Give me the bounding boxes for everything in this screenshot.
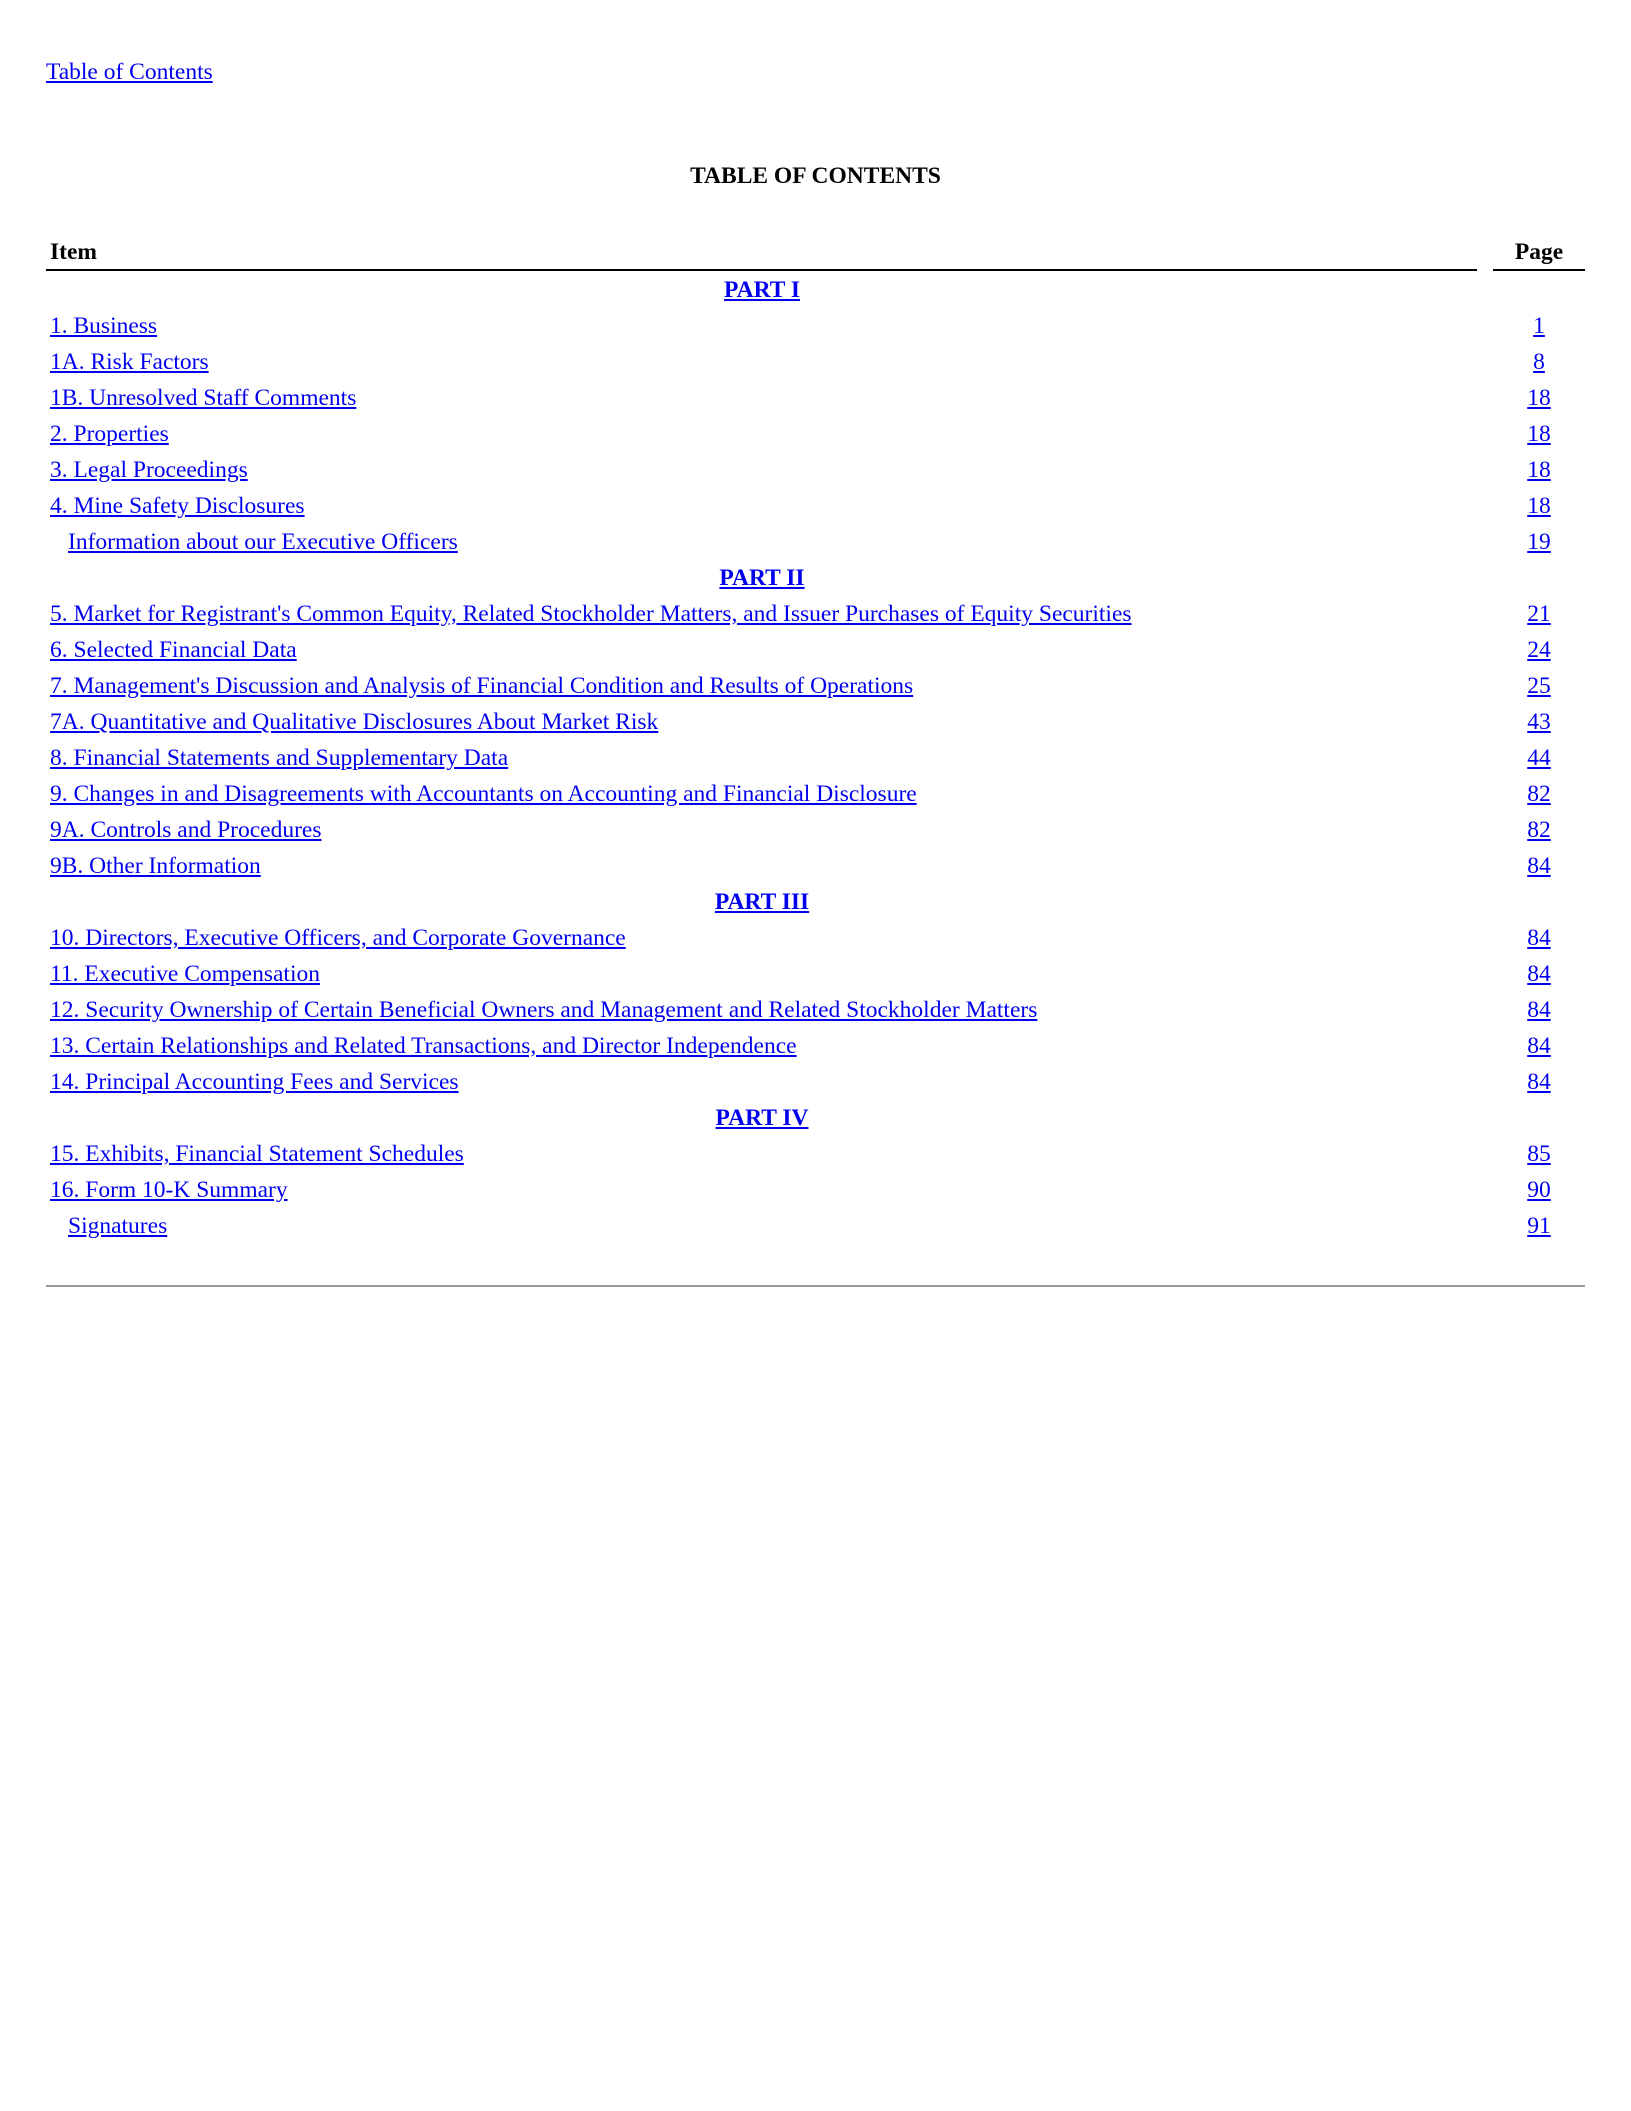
toc-entry-link[interactable]: 4. Mine Safety Disclosures bbox=[50, 493, 305, 519]
toc-entry-row bbox=[0, 956, 1631, 992]
toc-page-number-link[interactable]: 18 bbox=[1527, 457, 1551, 483]
item-column-header: Item bbox=[50, 239, 97, 265]
toc-entry-row bbox=[0, 308, 1631, 344]
table-of-contents-link[interactable]: Table of Contents bbox=[46, 59, 213, 85]
toc-entry-link[interactable]: Information about our Executive Officers bbox=[68, 529, 458, 555]
bottom-divider bbox=[46, 1285, 1585, 1287]
toc-page-number-link[interactable]: 19 bbox=[1527, 529, 1551, 555]
toc-entry-link[interactable]: 15. Exhibits, Financial Statement Schedules bbox=[50, 1141, 464, 1167]
toc-entry-link[interactable]: 11. Executive Compensation bbox=[50, 961, 320, 987]
toc-entry-row bbox=[0, 848, 1631, 884]
part-heading-link[interactable]: PART III bbox=[714, 889, 810, 915]
toc-entry-row bbox=[0, 920, 1631, 956]
toc-entry-row bbox=[0, 1028, 1631, 1064]
toc-page-number-link[interactable]: 84 bbox=[1527, 925, 1551, 951]
toc-entry-link[interactable]: 1. Business bbox=[50, 313, 158, 339]
part-heading-row bbox=[0, 272, 1631, 308]
part-heading-row bbox=[0, 884, 1631, 920]
toc-entry-row bbox=[0, 632, 1631, 668]
page-title: TABLE OF CONTENTS bbox=[690, 163, 941, 189]
part-heading-link[interactable]: PART I bbox=[724, 277, 800, 303]
toc-page-number-link[interactable]: 43 bbox=[1527, 709, 1551, 735]
toc-entry-link[interactable]: 9A. Controls and Procedures bbox=[50, 817, 322, 843]
toc-entry-link[interactable]: 1B. Unresolved Staff Comments bbox=[50, 385, 357, 411]
toc-page-number-link[interactable]: 84 bbox=[1527, 997, 1551, 1023]
toc-entry-link[interactable]: 1A. Risk Factors bbox=[50, 349, 209, 375]
toc-page-number-link[interactable]: 18 bbox=[1527, 385, 1551, 411]
toc-page-number-link[interactable]: 84 bbox=[1527, 853, 1551, 879]
toc-entry-row bbox=[0, 524, 1631, 560]
toc-entry-link[interactable]: Signatures bbox=[68, 1213, 168, 1239]
toc-page-number-link[interactable]: 24 bbox=[1527, 637, 1551, 663]
toc-entry-row bbox=[0, 488, 1631, 524]
toc-page-number-link[interactable]: 84 bbox=[1527, 961, 1551, 987]
toc-page-number-link[interactable]: 85 bbox=[1527, 1141, 1551, 1167]
part-heading-link[interactable]: PART II bbox=[719, 565, 805, 591]
toc-entry-link[interactable]: 9B. Other Information bbox=[50, 853, 261, 879]
part-heading-link[interactable]: PART IV bbox=[715, 1105, 809, 1131]
toc-entry-row bbox=[0, 416, 1631, 452]
part-heading-row bbox=[0, 1100, 1631, 1136]
toc-entry-row bbox=[0, 1136, 1631, 1172]
toc-entry-link[interactable]: 12. Security Ownership of Certain Beneficial Owners and Management and Related Stockholder Matters bbox=[50, 997, 1038, 1023]
toc-entry-link[interactable]: 2. Properties bbox=[50, 421, 169, 447]
toc-entry-link[interactable]: 14. Principal Accounting Fees and Services bbox=[50, 1069, 459, 1095]
toc-entry-link[interactable]: 16. Form 10-K Summary bbox=[50, 1177, 288, 1203]
toc-page-number-link[interactable]: 84 bbox=[1527, 1069, 1551, 1095]
toc-entry-link[interactable]: 10. Directors, Executive Officers, and Corporate Governance bbox=[50, 925, 626, 951]
toc-entry-row bbox=[0, 740, 1631, 776]
toc-entry-row bbox=[0, 452, 1631, 488]
toc-page-number-link[interactable]: 18 bbox=[1527, 421, 1551, 447]
toc-page-number-link[interactable]: 82 bbox=[1527, 817, 1551, 843]
toc-page-number-link[interactable]: 90 bbox=[1527, 1177, 1551, 1203]
toc-entry-row bbox=[0, 668, 1631, 704]
toc-entry-row bbox=[0, 596, 1631, 632]
toc-page-number-link[interactable]: 82 bbox=[1527, 781, 1551, 807]
toc-entry-row bbox=[0, 1208, 1631, 1244]
toc-entry-link[interactable]: 7A. Quantitative and Qualitative Disclosures About Market Risk bbox=[50, 709, 659, 735]
toc-entry-row bbox=[0, 344, 1631, 380]
toc-entry-link[interactable]: 13. Certain Relationships and Related Transactions, and Director Independence bbox=[50, 1033, 797, 1059]
toc-entry-row bbox=[0, 992, 1631, 1028]
toc-entry-link[interactable]: 5. Market for Registrant's Common Equity, Related Stockholder Matters, and Issuer Purchases of Equity Securities bbox=[50, 601, 1132, 627]
toc-page-number-link[interactable]: 25 bbox=[1527, 673, 1551, 699]
toc-entry-row bbox=[0, 1064, 1631, 1100]
toc-entry-row bbox=[0, 380, 1631, 416]
toc-page-number-link[interactable]: 44 bbox=[1527, 745, 1551, 771]
toc-page-number-link[interactable]: 8 bbox=[1533, 349, 1545, 375]
page-column-header: Page bbox=[1514, 239, 1564, 265]
toc-entry-link[interactable]: 6. Selected Financial Data bbox=[50, 637, 297, 663]
toc-entry-link[interactable]: 8. Financial Statements and Supplementary Data bbox=[50, 745, 509, 771]
item-header-rule bbox=[46, 269, 1477, 271]
toc-page-number-link[interactable]: 91 bbox=[1527, 1213, 1551, 1239]
toc-entry-row bbox=[0, 1172, 1631, 1208]
toc-entry-link[interactable]: 3. Legal Proceedings bbox=[50, 457, 248, 483]
toc-entry-link[interactable]: 7. Management's Discussion and Analysis of Financial Condition and Results of Operations bbox=[50, 673, 914, 699]
toc-page-number-link[interactable]: 21 bbox=[1527, 601, 1551, 627]
toc-list bbox=[0, 272, 1631, 1244]
toc-page-number-link[interactable]: 1 bbox=[1533, 313, 1545, 339]
toc-entry-row bbox=[0, 776, 1631, 812]
toc-page-number-link[interactable]: 18 bbox=[1527, 493, 1551, 519]
toc-entry-row bbox=[0, 812, 1631, 848]
toc-page-number-link[interactable]: 84 bbox=[1527, 1033, 1551, 1059]
page-header-rule bbox=[1493, 269, 1585, 271]
part-heading-row bbox=[0, 560, 1631, 596]
toc-entry-row bbox=[0, 704, 1631, 740]
toc-entry-link[interactable]: 9. Changes in and Disagreements with Accountants on Accounting and Financial Disclosure bbox=[50, 781, 917, 807]
